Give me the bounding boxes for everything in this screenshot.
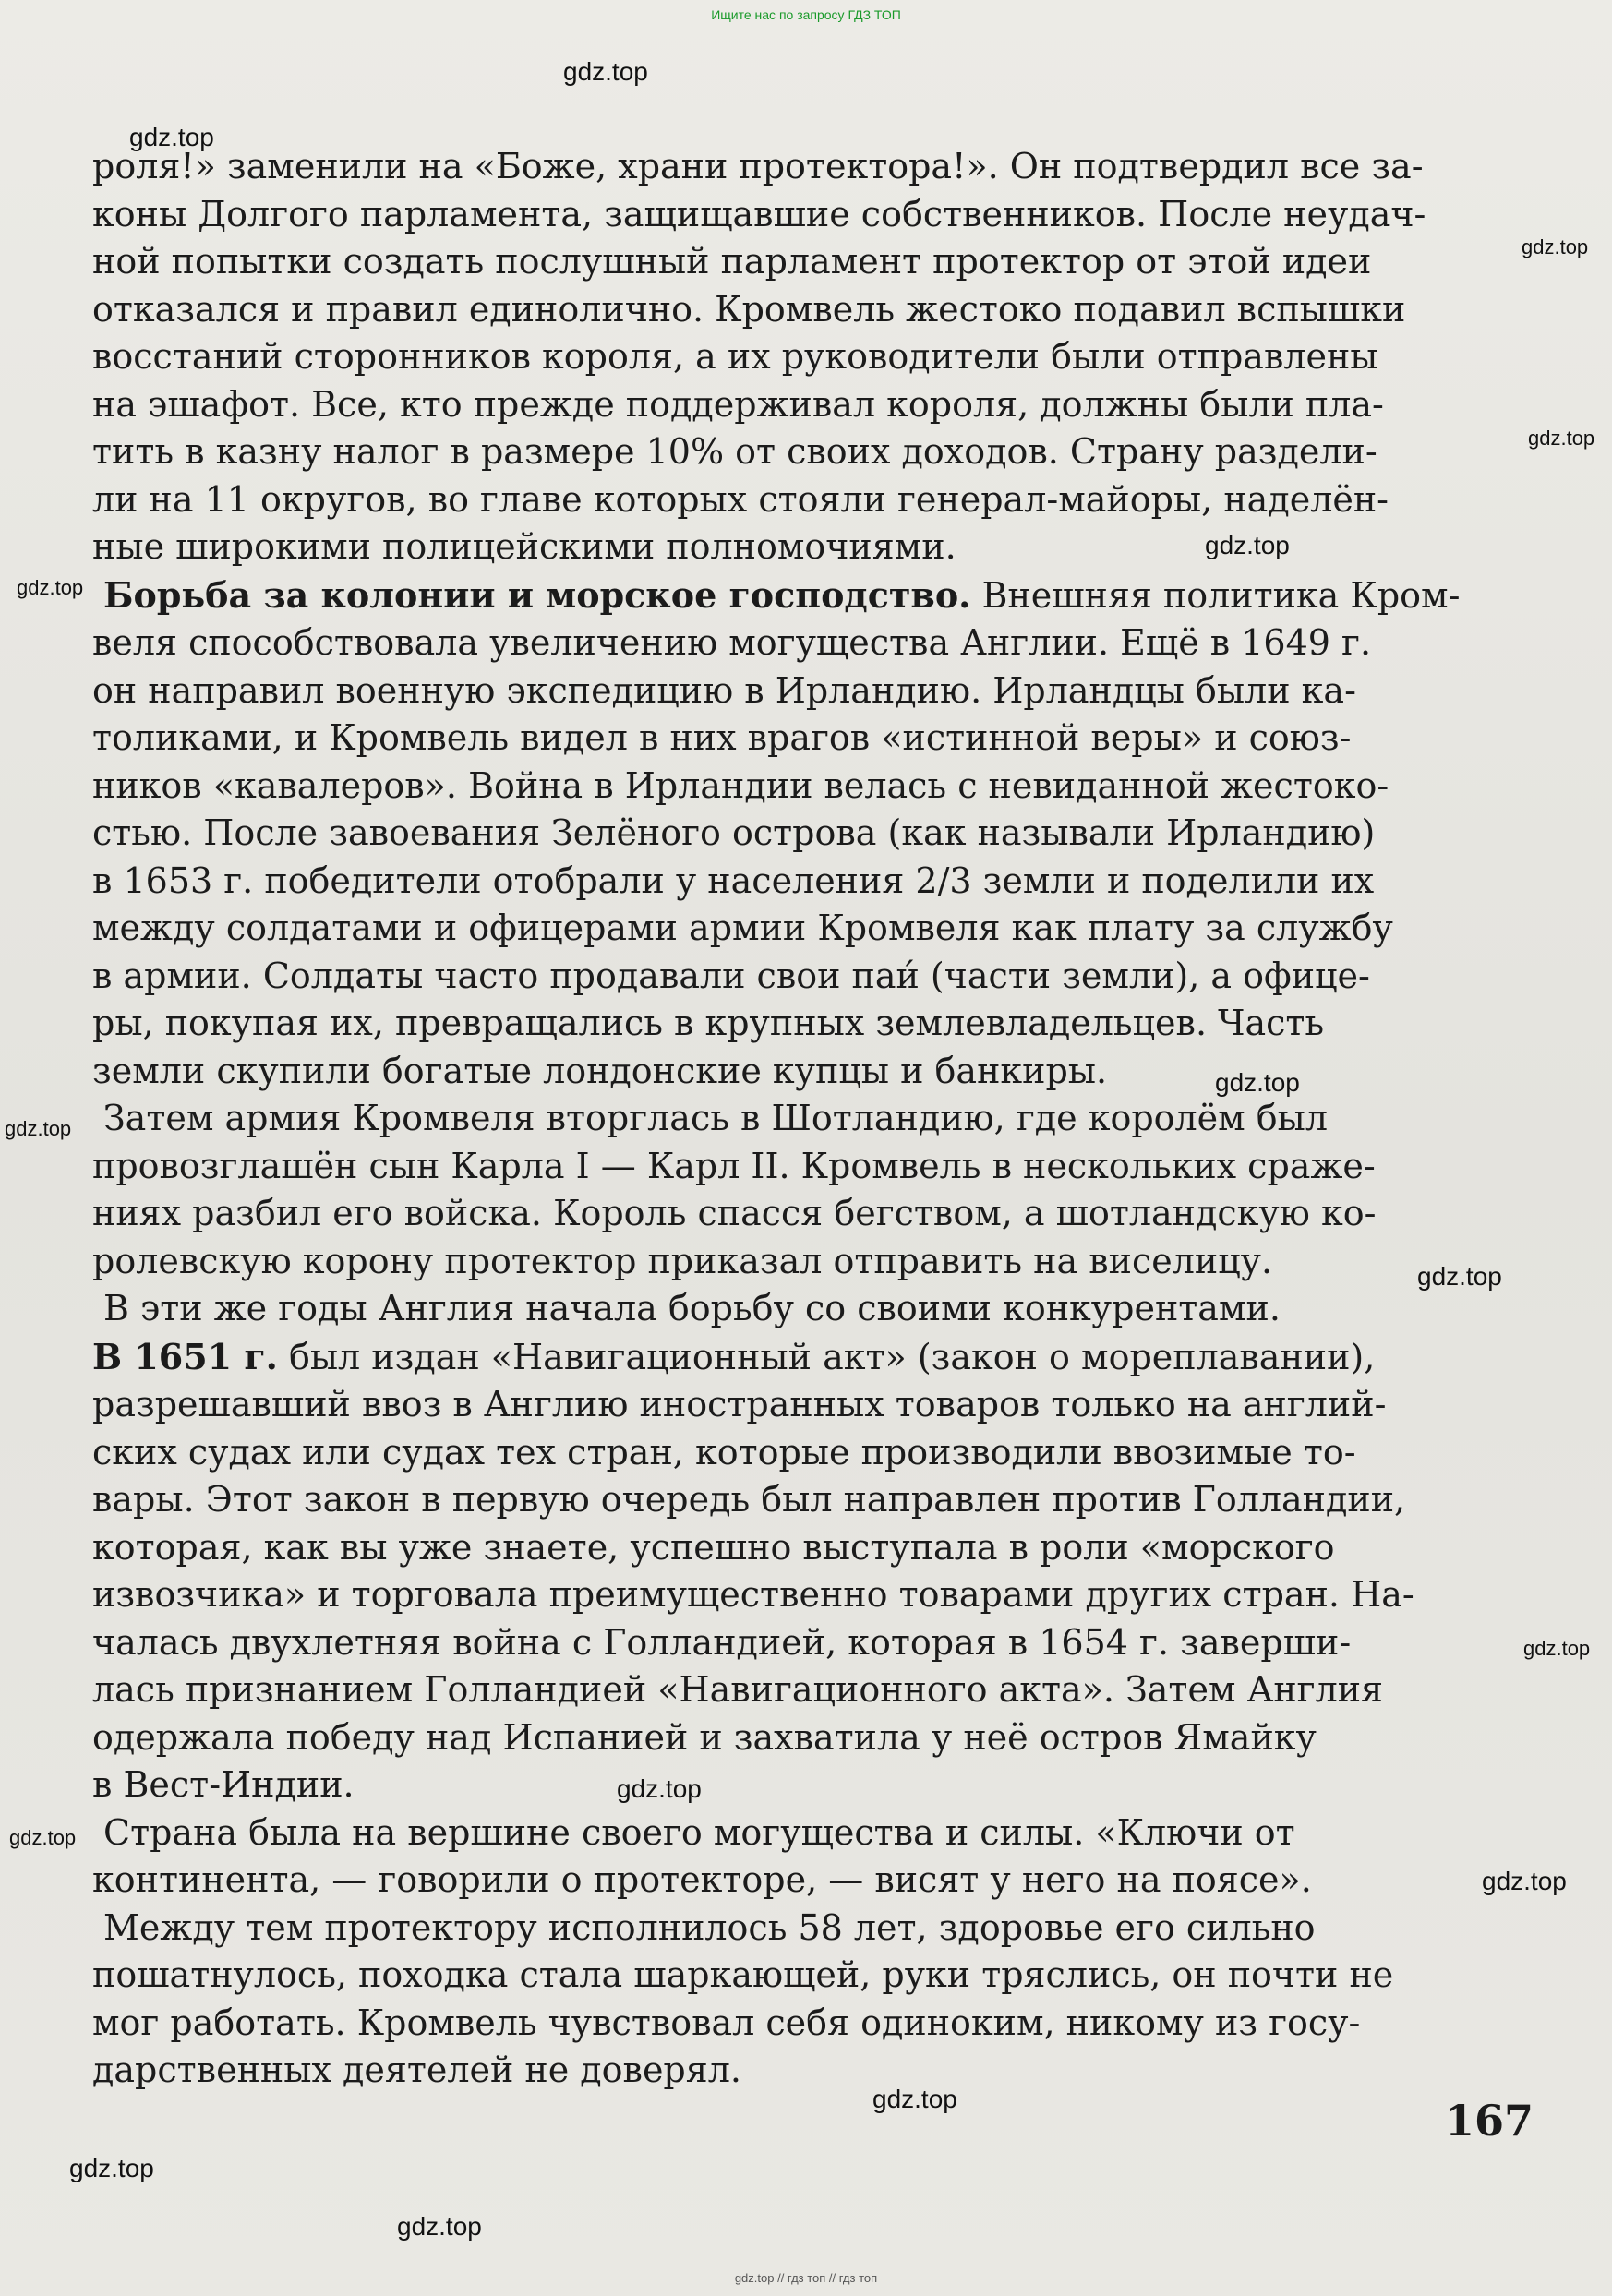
paragraph-4 bbox=[92, 1285, 1519, 1333]
paragraph-1 bbox=[92, 143, 1519, 571]
text-line: ные широкими полицейскими полномочиями. bbox=[92, 526, 956, 567]
watermark: gdz.top bbox=[1205, 531, 1290, 559]
text-line: отказался и правил единолично. Кромвель жестоко подавил вспышки bbox=[92, 288, 1406, 330]
text-line: толиками, и Кромвель видел в них врагов «истинной веры» и союз- bbox=[92, 717, 1352, 758]
text-line: ролевскую корону протектор приказал отправить на виселицу. bbox=[92, 1240, 1273, 1281]
text-line: на эшафот. Все, кто прежде поддерживал короля, должны были пла- bbox=[92, 383, 1384, 425]
watermark: gdz.top bbox=[872, 2085, 957, 2113]
text-line: провозглашён сын Карла I — Карл II. Кромвель в нескольких сраже- bbox=[92, 1145, 1376, 1186]
text-line: которая, как вы уже знаете, успешно выступала в роли «морского bbox=[92, 1526, 1335, 1568]
text-line: лась признанием Голландией «Навигационного акта». Затем Англия bbox=[92, 1669, 1384, 1710]
text-line bbox=[92, 571, 1519, 620]
text-line: континента, — говорили о протекторе, — висят у него на поясе». bbox=[92, 1859, 1312, 1900]
text-line: между солдатами и офицерами армии Кромвеля как плату за службу bbox=[92, 908, 1393, 948]
paragraph-2-body bbox=[92, 619, 1519, 1095]
text-line: в 1653 г. победители отобрали у населения 2/3 земли и поделили их bbox=[92, 859, 1375, 901]
text-line: ли на 11 округов, во главе которых стояли генерал-майоры, наделён- bbox=[92, 478, 1389, 520]
text-line bbox=[92, 1333, 1519, 1382]
watermark: gdz.top bbox=[5, 1117, 72, 1140]
watermark: gdz.top bbox=[1482, 1867, 1567, 1895]
section-heading: Борьба за колонии и морское господство. bbox=[103, 573, 971, 616]
page-text bbox=[92, 143, 1519, 2095]
page-number: 167 bbox=[1445, 2096, 1534, 2146]
text-fragment: Внешняя политика Кром- bbox=[970, 574, 1461, 616]
text-line: разрешавший ввоз в Англию иностранных товаров только на англий- bbox=[92, 1384, 1387, 1424]
text-line: ских судах или судах тех стран, которые производили ввозимые то- bbox=[92, 1431, 1356, 1473]
watermark: gdz.top bbox=[9, 1826, 77, 1849]
text-line: В эти же годы Англия начала борьбу со своими конкурентами. bbox=[103, 1288, 1281, 1328]
text-line: в Вест-Индии. bbox=[92, 1764, 355, 1805]
watermark: gdz.top bbox=[563, 57, 648, 86]
paragraph-7 bbox=[92, 1905, 1519, 2095]
text-line: ры, покупая их, превращались в крупных землевладельцев. Часть bbox=[92, 1003, 1325, 1043]
text-line: дарственных деятелей не доверял. bbox=[92, 2050, 741, 2090]
paragraph-5 bbox=[92, 1333, 1519, 1809]
watermark: gdz.top bbox=[69, 2154, 154, 2182]
text-line: Между тем протектору исполнилось 58 лет, здоровье его сильно bbox=[103, 1906, 1316, 1948]
text-line: роля!» заменили на «Боже, храни протектора!». Он подтвердил все за- bbox=[92, 146, 1424, 186]
text-line: земли скупили богатые лондонские купцы и банкиры. bbox=[92, 1050, 1108, 1091]
text-line: веля способствовала увеличению могущества Англии. Ещё в 1649 г. bbox=[92, 622, 1372, 663]
watermark: gdz.top bbox=[17, 576, 84, 599]
watermark: gdz.top bbox=[1523, 1637, 1591, 1660]
text-line: Страна была на вершине своего могущества и силы. «Ключи от bbox=[103, 1811, 1295, 1853]
text-line: коны Долгого парламента, защищавшие собственников. После неудач- bbox=[92, 193, 1426, 234]
text-line: в армии. Солдаты часто продавали свои паи́ (части земли), а офице- bbox=[92, 955, 1370, 996]
text-line: он направил военную экспедицию в Ирландию. Ирландцы были ка- bbox=[92, 669, 1356, 711]
text-line: стью. После завоевания Зелёного острова (как называли Ирландию) bbox=[92, 812, 1376, 853]
text-line: пошатнулось, походка стала шаркающей, руки тряслись, он почти не bbox=[92, 1954, 1394, 1995]
watermark: gdz.top bbox=[1528, 427, 1595, 450]
top-banner[interactable]: Ищите нас по запросу ГДЗ ТОП bbox=[711, 7, 901, 22]
watermark: gdz.top bbox=[617, 1774, 702, 1803]
bottom-banner[interactable]: gdz.top // гдз топ // гдз топ bbox=[734, 2271, 878, 2285]
text-line: ной попытки создать послушный парламент протектор от этой идеи bbox=[92, 241, 1372, 282]
paragraph-3 bbox=[92, 1095, 1519, 1285]
text-line: чалась двухлетняя война с Голландией, которая в 1654 г. заверши- bbox=[92, 1621, 1352, 1663]
paragraph-2 bbox=[92, 571, 1519, 620]
watermark: gdz.top bbox=[129, 123, 214, 151]
text-line: вары. Этот закон в первую очередь был направлен против Голландии, bbox=[92, 1479, 1406, 1520]
text-line: одержала победу над Испанией и захватила у неё остров Ямайку bbox=[92, 1716, 1317, 1758]
text-line: тить в казну налог в размере 10% от своих доходов. Страну раздели- bbox=[92, 431, 1377, 472]
text-line: мог работать. Кромвель чувствовал себя одиноким, никому из госу- bbox=[92, 2001, 1361, 2043]
watermark: gdz.top bbox=[1417, 1262, 1502, 1291]
text-line: ниях разбил его войска. Король спасся бегством, а шотландскую ко- bbox=[92, 1193, 1377, 1233]
text-line: восстаний сторонников короля, а их руководители были отправлены bbox=[92, 336, 1378, 377]
text-line: ников «кавалеров». Война в Ирландии велась с невиданной жестоко- bbox=[92, 764, 1389, 806]
watermark: gdz.top bbox=[1522, 235, 1589, 258]
bold-date: В 1651 г. bbox=[92, 1335, 278, 1377]
watermark: gdz.top bbox=[397, 2212, 482, 2241]
paragraph-6 bbox=[92, 1809, 1519, 1905]
text-line: извозчика» и торговала преимущественно товарами других стран. На- bbox=[92, 1574, 1414, 1615]
text-line: Затем армия Кромвеля вторглась в Шотландию, где королём был bbox=[103, 1098, 1329, 1138]
text-fragment: был издан «Навигационный акт» (закон о мореплавании), bbox=[277, 1336, 1376, 1377]
watermark: gdz.top bbox=[1215, 1068, 1300, 1097]
